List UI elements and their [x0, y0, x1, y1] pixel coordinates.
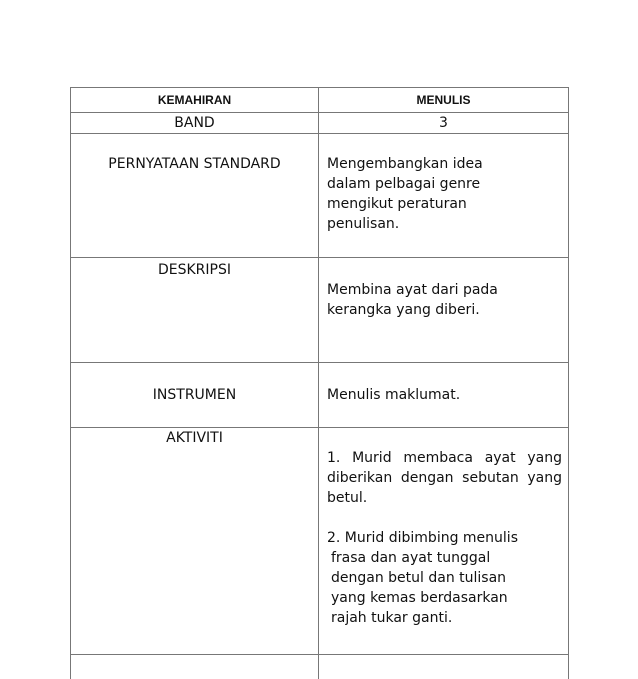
aktiviti-step-2-line: dengan betul dan tulisan — [327, 568, 562, 588]
empty-cell-left — [71, 655, 319, 679]
instrumen-label: INSTRUMEN — [71, 363, 319, 428]
band-label: BAND — [71, 113, 319, 134]
empty-cell-right — [319, 655, 569, 679]
header-kemahiran: KEMAHIRAN — [71, 88, 319, 113]
band-row — [71, 113, 569, 134]
standard-line: penulisan. — [327, 214, 560, 234]
aktiviti-step-2-line: 2. Murid dibimbing menulis — [327, 528, 562, 548]
deskripsi-line: kerangka yang diberi. — [327, 300, 560, 320]
standard-label: PERNYATAAN STANDARD — [71, 134, 319, 258]
aktiviti-value — [319, 428, 569, 655]
standard-value — [319, 134, 569, 258]
standard-line: Mengembangkan idea — [327, 154, 560, 174]
deskripsi-row — [71, 258, 569, 363]
standard-line: mengikut peraturan — [327, 194, 560, 214]
instrumen-row — [71, 363, 569, 428]
aktiviti-step-2 — [327, 528, 562, 628]
instrumen-value: Menulis maklumat. — [319, 363, 569, 428]
aktiviti-step-1: 1. Murid membaca ayat yang diberikan dengan sebutan yang betul. — [327, 448, 562, 508]
aktiviti-step-2-line: rajah tukar ganti. — [327, 608, 562, 628]
deskripsi-label: DESKRIPSI — [71, 258, 319, 363]
aktiviti-step-2-line: frasa dan ayat tunggal — [327, 548, 562, 568]
band-value: 3 — [319, 113, 569, 134]
aktiviti-step-2-line: yang kemas berdasarkan — [327, 588, 562, 608]
header-row — [71, 88, 569, 113]
aktiviti-label: AKTIVITI — [71, 428, 319, 655]
header-menulis: MENULIS — [319, 88, 569, 113]
assessment-table — [70, 87, 569, 679]
standard-row — [71, 134, 569, 258]
deskripsi-line: Membina ayat dari pada — [327, 280, 560, 300]
standard-line: dalam pelbagai genre — [327, 174, 560, 194]
deskripsi-value — [319, 258, 569, 363]
empty-row — [71, 655, 569, 679]
aktiviti-row — [71, 428, 569, 655]
